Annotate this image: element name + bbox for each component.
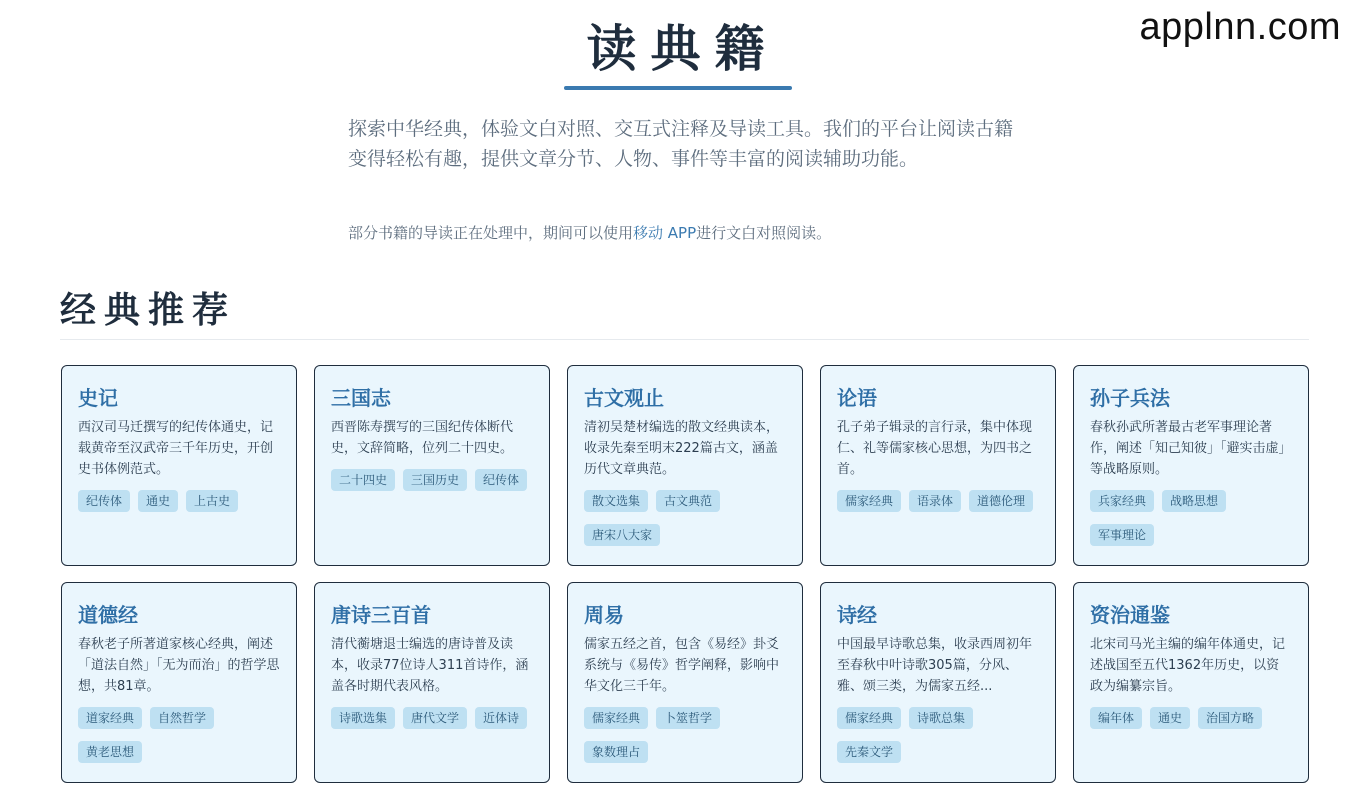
tag-list [78,490,280,512]
book-description: 清初吴楚材编选的散文经典读本，收录先秦至明末222篇古文，涵盖历代文章典范。 [584,420,780,477]
tag[interactable]: 纪传体 [475,469,527,491]
tag[interactable]: 上古史 [186,490,238,512]
book-title[interactable]: 周易 [584,603,624,627]
tag[interactable]: 卜筮哲学 [656,707,720,729]
book-title[interactable]: 唐诗三百首 [331,603,431,627]
tag[interactable]: 黄老思想 [78,741,142,763]
tag[interactable]: 近体诗 [475,707,527,729]
book-description: 中国最早诗歌总集，收录西周初年至春秋中叶诗歌305篇，分风、雅、颂三类，为儒家五经... [837,637,1033,694]
book-description: 儒家五经之首，包含《易经》卦爻系统与《易传》哲学阐释，影响中华文化三千年。 [584,637,780,694]
tag-list [1090,490,1292,546]
tag[interactable]: 古文典范 [656,490,720,512]
section-title: 经典推荐 [60,290,237,331]
tag-list [331,707,533,729]
book-card[interactable] [567,365,803,566]
book-title[interactable]: 论语 [837,386,877,410]
tag-list [837,490,1039,512]
mobile-app-link[interactable]: 移动 APP [633,224,697,242]
book-description: 西汉司马迁撰写的纪传体通史，记载黄帝至汉武帝三千年历史，开创史书体例范式。 [78,420,274,477]
tag[interactable]: 编年体 [1090,707,1142,729]
title-underline [564,86,792,90]
tag[interactable]: 战略思想 [1162,490,1226,512]
tag-list [584,707,786,763]
book-grid [61,365,1309,783]
tag[interactable]: 治国方略 [1198,707,1262,729]
tag[interactable]: 唐宋八大家 [584,524,660,546]
book-title[interactable]: 古文观止 [584,386,664,410]
tag[interactable]: 散文选集 [584,490,648,512]
intro-text: 探索中华经典，体验文白对照、交互式注释及导读工具。我们的平台让阅读古籍变得轻松有趣，提供文章分节、人物、事件等丰富的阅读辅助功能。 [348,118,1014,170]
site-title: 读典籍 [586,20,779,78]
tag[interactable]: 兵家经典 [1090,490,1154,512]
intro-note-before: 部分书籍的导读正在处理中，期间可以使用 [348,224,634,242]
book-description: 春秋老子所著道家核心经典，阐述「道法自然」「无为而治」的哲学思想，共81章。 [78,637,280,694]
book-title[interactable]: 诗经 [837,603,877,627]
intro-note [348,221,1028,245]
book-title[interactable]: 史记 [78,386,118,410]
book-card[interactable] [567,582,803,783]
tag[interactable]: 三国历史 [403,469,467,491]
tag[interactable]: 通史 [1150,707,1190,729]
book-card[interactable] [314,365,550,566]
tag[interactable]: 唐代文学 [403,707,467,729]
watermark-text: applnn.com [1139,6,1341,48]
tag-list [331,469,533,491]
book-description: 孔子弟子辑录的言行录，集中体现仁、礼等儒家核心思想，为四书之首。 [837,420,1033,477]
tag[interactable]: 二十四史 [331,469,395,491]
tag[interactable]: 道德伦理 [969,490,1033,512]
book-card[interactable] [820,582,1056,783]
tag[interactable]: 儒家经典 [837,490,901,512]
book-card[interactable] [1073,582,1309,783]
book-description: 北宋司马光主编的编年体通史，记述战国至五代1362年历史，以资政为编纂宗旨。 [1090,637,1286,694]
tag[interactable]: 军事理论 [1090,524,1154,546]
section-divider [60,339,1309,340]
tag[interactable]: 诗歌总集 [909,707,973,729]
tag[interactable]: 先秦文学 [837,741,901,763]
book-description: 清代蘅塘退士编选的唐诗普及读本，收录77位诗人311首诗作，涵盖各时期代表风格。 [331,637,529,694]
tag[interactable]: 纪传体 [78,490,130,512]
book-description: 春秋孙武所著最古老军事理论著作，阐述「知己知彼」「避实击虚」等战略原则。 [1090,420,1292,477]
book-title[interactable]: 孙子兵法 [1090,386,1170,410]
book-description: 西晋陈寿撰写的三国纪传体断代史，文辞简略，位列二十四史。 [331,420,514,456]
book-title[interactable]: 资治通鉴 [1090,603,1170,627]
tag[interactable]: 儒家经典 [837,707,901,729]
tag[interactable]: 象数理占 [584,741,648,763]
book-title[interactable]: 三国志 [331,386,391,410]
tag[interactable]: 自然哲学 [150,707,214,729]
book-card[interactable] [1073,365,1309,566]
book-card[interactable] [61,582,297,783]
tag[interactable]: 诗歌选集 [331,707,395,729]
tag-list [1090,707,1292,729]
tag-list [78,707,280,763]
book-title[interactable]: 道德经 [78,603,138,627]
tag[interactable]: 道家经典 [78,707,142,729]
tag[interactable]: 语录体 [909,490,961,512]
tag[interactable]: 通史 [138,490,178,512]
book-card[interactable] [61,365,297,566]
tag-list [837,707,1039,763]
tag[interactable]: 儒家经典 [584,707,648,729]
book-card[interactable] [820,365,1056,566]
book-card[interactable] [314,582,550,783]
tag-list [584,490,786,546]
intro-note-after: 进行文白对照阅读。 [696,224,832,242]
